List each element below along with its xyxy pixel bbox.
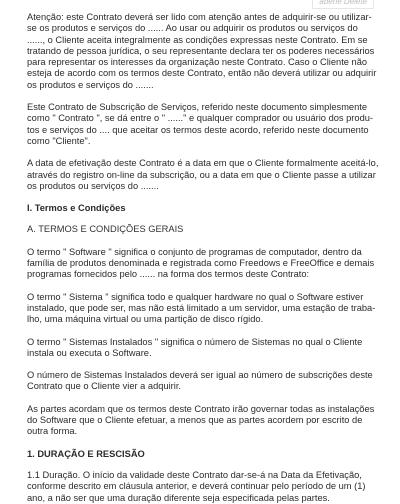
- paragraph-parties-agreement: As partes acordam que os termos deste Contrato irão governar todas as instalações do Software que o Cliente efetuar, a menos que as partes acordem por escrito de outra forma.: [27, 403, 375, 437]
- paragraph-attention: Atenção: este Contrato deverá ser lido com atenção antes de adquirir-se ou utilizar- se os produtos e serviços do ...... Ao usar ou adquirir os produtos ou serviços do ......, o Cliente aceita integralmente as condições expressas neste Contrato. Em se tratando de pessoa jurídica, o seu representante declara ter os poderes necessários para representar os interesses da organização neste Contrato. Caso o Cliente não esteja de acordo com os termos deste Contrato, então não deverá utilizar ou adquirir os produtos e serviços do .......: [27, 12, 377, 90]
- paragraph-system-definition: O termo " Sistema " significa todo e qualquer hardware no qual o Software estiver instalado, que pode ser, mas não está limitado a um servidor, uma estação de traba- lho, uma máquina virtual ou uma partição de disco rígido.: [27, 291, 376, 325]
- section-heading-terms: I. Termos e Condições: [27, 203, 126, 214]
- subsection-heading-general: A. TERMOS E CONDIÇÕES GERAIS: [27, 224, 184, 235]
- paragraph-installed-count: O número de Sistemas Instalados deverá ser igual ao número de subscrições deste Contrato que o Cliente vier a adquirir.: [27, 370, 373, 392]
- section-heading-duration: 1. DURAÇÃO E RESCISÃO: [27, 448, 145, 459]
- watermark-stamp: aberie Delete: [312, 0, 374, 9]
- paragraph-contract-definition: Este Contrato de Subscrição de Serviços, referido neste documento simplesmente como " Contrato ", se dá entre o " ......" e qualquer comprador ou usuário dos produ- tos e serviços do .... que aceitar os termos deste acordo, referido neste documento como "Cliente".: [27, 102, 374, 146]
- paragraph-installed-systems: O termo " Sistemas Instalados " significa o número de Sistemas no qual o Cliente instala ou executa o Software.: [27, 336, 363, 358]
- paragraph-effective-date: A data de efetivação deste Contrato é a data em que o Cliente formalmente aceitá-lo, através do registro on-line da subscrição, ou a data em que o Cliente passe a utilizar os produtos ou serviços do .......: [27, 158, 379, 191]
- contract-document: [27, 12, 377, 504]
- paragraph-software-definition: O termo " Software " significa o conjunto de programas de computador, dentro da família de produtos denominada e registrada como Freedows e FreeOffice e demais programas fornecidos pelo ...... na forma dos termos deste Contrato:: [27, 246, 375, 280]
- paragraph-duration: 1.1 Duração. O início da validade deste Contrato dar-se-á na Data da Efetivação, conforme descrito em cláusula anterior, e deverá continuar pelo período de um (1) ano, a não ser que uma duração diferente seja especificada pelas partes.: [27, 469, 366, 503]
